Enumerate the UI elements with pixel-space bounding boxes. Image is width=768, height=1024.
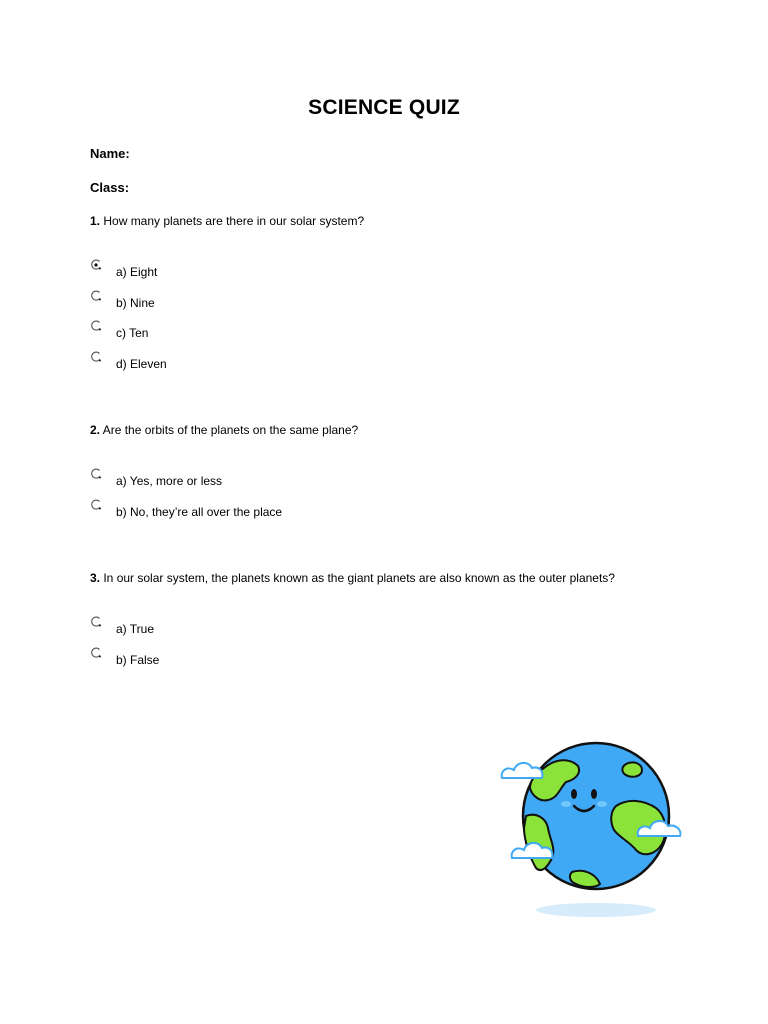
radio-selected-icon[interactable] <box>90 259 102 271</box>
option-label: a) Eight <box>116 265 158 279</box>
option-label: a) Yes, more or less <box>116 474 223 488</box>
question-3-text: In our solar system, the planets known as the giant planets are also known as the outer planets? <box>100 571 615 585</box>
question-3-number: 3. <box>90 571 101 585</box>
option-label: b) No, they’re all over the place <box>116 505 283 519</box>
question-1-number: 1. <box>90 214 101 228</box>
option-label: b) Nine <box>116 296 155 310</box>
option-label: c) Ten <box>116 326 149 340</box>
radio-icon[interactable] <box>90 468 102 480</box>
question-3 <box>90 571 615 585</box>
name-field-label: Name: <box>90 146 130 161</box>
smiling-earth-icon <box>496 736 700 926</box>
option-label: d) Eleven <box>116 357 167 371</box>
radio-icon[interactable] <box>90 351 102 363</box>
question-1-text: How many planets are there in our solar system? <box>100 214 365 228</box>
question-1 <box>90 214 364 228</box>
option-label: b) False <box>116 653 160 667</box>
class-field-label: Class: <box>90 180 130 195</box>
question-2-number: 2. <box>90 423 101 437</box>
radio-icon[interactable] <box>90 320 102 332</box>
page-title: SCIENCE QUIZ <box>308 96 460 119</box>
radio-icon[interactable] <box>90 290 102 302</box>
question-2-text: Are the orbits of the planets on the same plane? <box>100 423 359 437</box>
radio-icon[interactable] <box>90 616 102 628</box>
question-2 <box>90 423 358 437</box>
radio-icon[interactable] <box>90 499 102 511</box>
radio-icon[interactable] <box>90 647 102 659</box>
option-label: a) True <box>116 622 155 636</box>
